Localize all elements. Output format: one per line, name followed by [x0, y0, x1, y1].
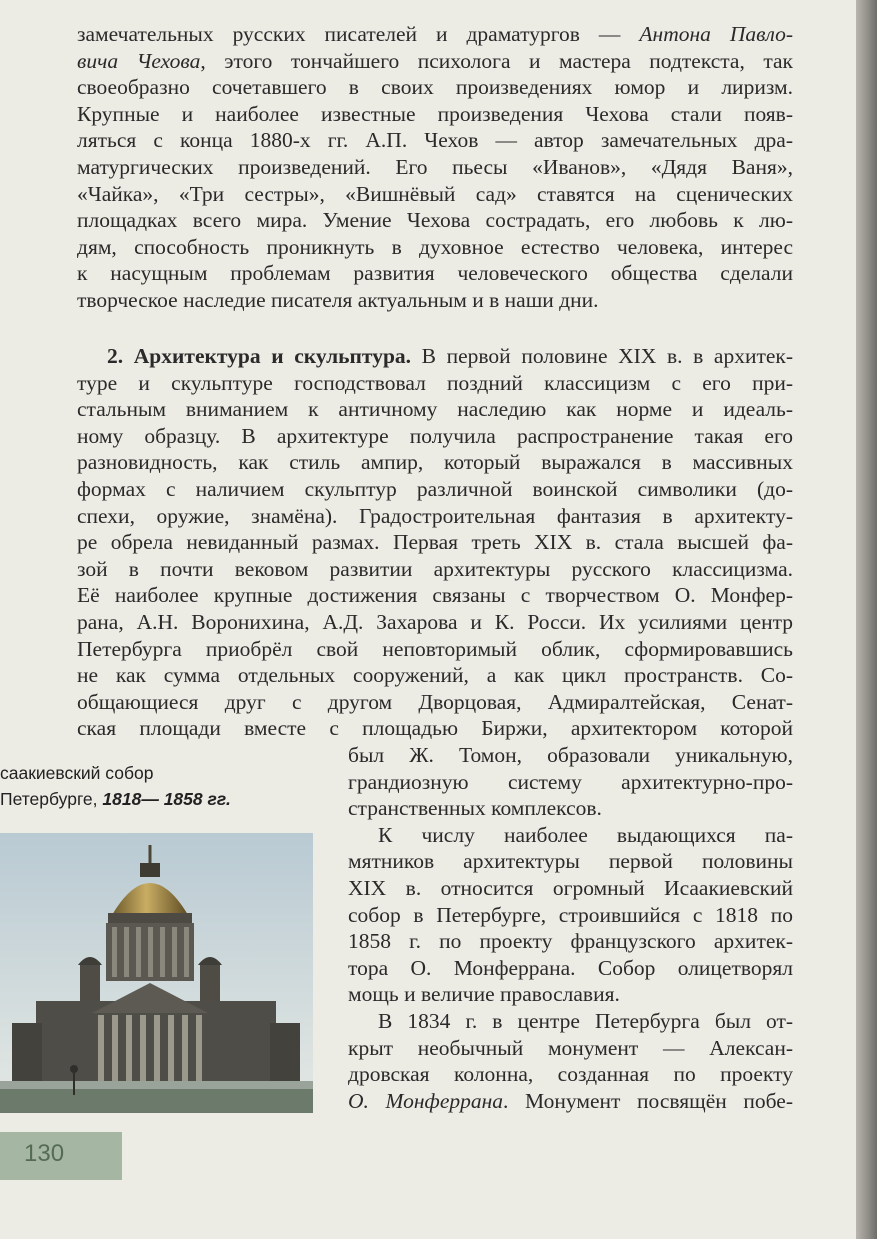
text-line: замечательных русских писателей и драматургов — Антона Павло-	[77, 22, 793, 46]
text-line: 2. Архитектура и скульптура. В первой половине XIX в. в архитек-	[107, 344, 793, 368]
text-line: к насущным проблемам развития человеческого общества сделали	[77, 261, 793, 286]
text-line: ному образцу. В архитектуре получила распространение такая его	[77, 423, 793, 448]
text-line: крыт необычный монумент — Алексан-	[348, 1035, 793, 1060]
text-line: странственных комплексов.	[348, 796, 602, 821]
text-line: рана, А.Н. Воронихина, А.Д. Захарова и К. Росси. Их усилиями центр	[77, 609, 793, 634]
text-line: вича Чехова, этого тончайшего психолога и мастера подтекста, так	[77, 48, 793, 73]
page-number: 130	[24, 1140, 65, 1167]
text-line: Крупные и наиболее известные произведения Чехова стали появ-	[77, 101, 793, 126]
text-line: спехи, оружие, знамёна). Градостроительная фантазия в архитекту-	[77, 503, 793, 528]
text-line: стальным вниманием к античному наследию как норме и идеаль-	[77, 397, 793, 422]
caption-line-2: Петербурге, 1818— 1858 гг.	[0, 789, 231, 809]
text-line: ляться с конца 1880-х гг. А.П. Чехов — автор замечательных дра-	[77, 128, 793, 153]
text-line: Петербурга приобрёл свой неповторимый облик, сформировавшись	[77, 636, 793, 661]
st-isaac-cathedral-photo	[0, 833, 313, 1113]
text-line: общающиеся друг с другом Дворцовая, Адмиралтейская, Сенат-	[77, 689, 793, 714]
caption-line-1: саакиевский собор	[0, 763, 154, 783]
text-line: Её наиболее крупные достижения связаны с творчеством О. Монфер-	[77, 583, 793, 608]
text-line: XIX в. относится огромный Исаакиевский	[348, 875, 793, 900]
text-line: не как сумма отдельных сооружений, а как цикл пространств. Со-	[77, 663, 793, 688]
text-line: разновидность, как стиль ампир, который выражался в массивных	[77, 450, 793, 475]
text-line: «Чайка», «Три сестры», «Вишнёвый сад» ставятся на сценических	[77, 181, 793, 206]
text-line: был Ж. Томон, образовали уникальную,	[348, 743, 793, 767]
section-heading: 2. Архитектура и скульптура.	[107, 344, 412, 368]
text-line: 1858 г. по проекту французского архитек-	[348, 929, 793, 954]
caption-years: 1818— 1858 гг.	[102, 789, 231, 809]
text-line: дровская колонна, созданная по проекту	[348, 1062, 793, 1087]
paragraph-architecture	[77, 343, 793, 742]
text-line: туре и скульптуре господствовал поздний классицизм с его при-	[77, 370, 793, 395]
text-line: творческое наследие писателя актуальным и в наши дни.	[77, 287, 599, 312]
text-line: дям, способность проникнуть в духовное естество человека, интерес	[77, 234, 793, 259]
paragraph-column-text	[348, 742, 793, 1114]
cathedral-illustration	[0, 833, 313, 1113]
text-line: матургических произведений. Его пьесы «Иванов», «Дядя Ваня»,	[77, 154, 793, 179]
text-line: формах с наличием скульптур различной воинской символики (до-	[77, 476, 793, 501]
text-line: ская площади вместе с площадью Биржи, архитектором которой	[77, 716, 793, 741]
paragraph-chekhov	[77, 21, 793, 314]
text-line: О. Монферрана. Монумент посвящён побе-	[348, 1088, 793, 1113]
text-line: собор в Петербурге, строившийся с 1818 по	[348, 902, 793, 927]
text-line: площадках всего мира. Умение Чехова сострадать, его любовь к лю-	[77, 208, 793, 233]
text-line: К числу наиболее выдающихся па-	[378, 822, 793, 847]
text-line: мощь и величие православия.	[348, 982, 620, 1007]
text-line: грандиозную систему архитектурно-про-	[348, 769, 793, 794]
text-line: ре обрела невиданный размах. Первая треть XIX в. стала высшей фа-	[77, 530, 793, 555]
photo-caption	[0, 760, 300, 812]
page-fold-shadow	[856, 0, 877, 1239]
text-line: зой в почти вековом развитии архитектуры русского классицизма.	[77, 556, 793, 581]
text-line: тора О. Монферрана. Собор олицетворял	[348, 955, 793, 980]
text-line: В 1834 г. в центре Петербурга был от-	[378, 1008, 793, 1033]
text-line: своеобразно сочетавшего в своих произведениях юмор и лиризм.	[77, 75, 793, 100]
text-line: мятников архитектуры первой половины	[348, 849, 793, 874]
